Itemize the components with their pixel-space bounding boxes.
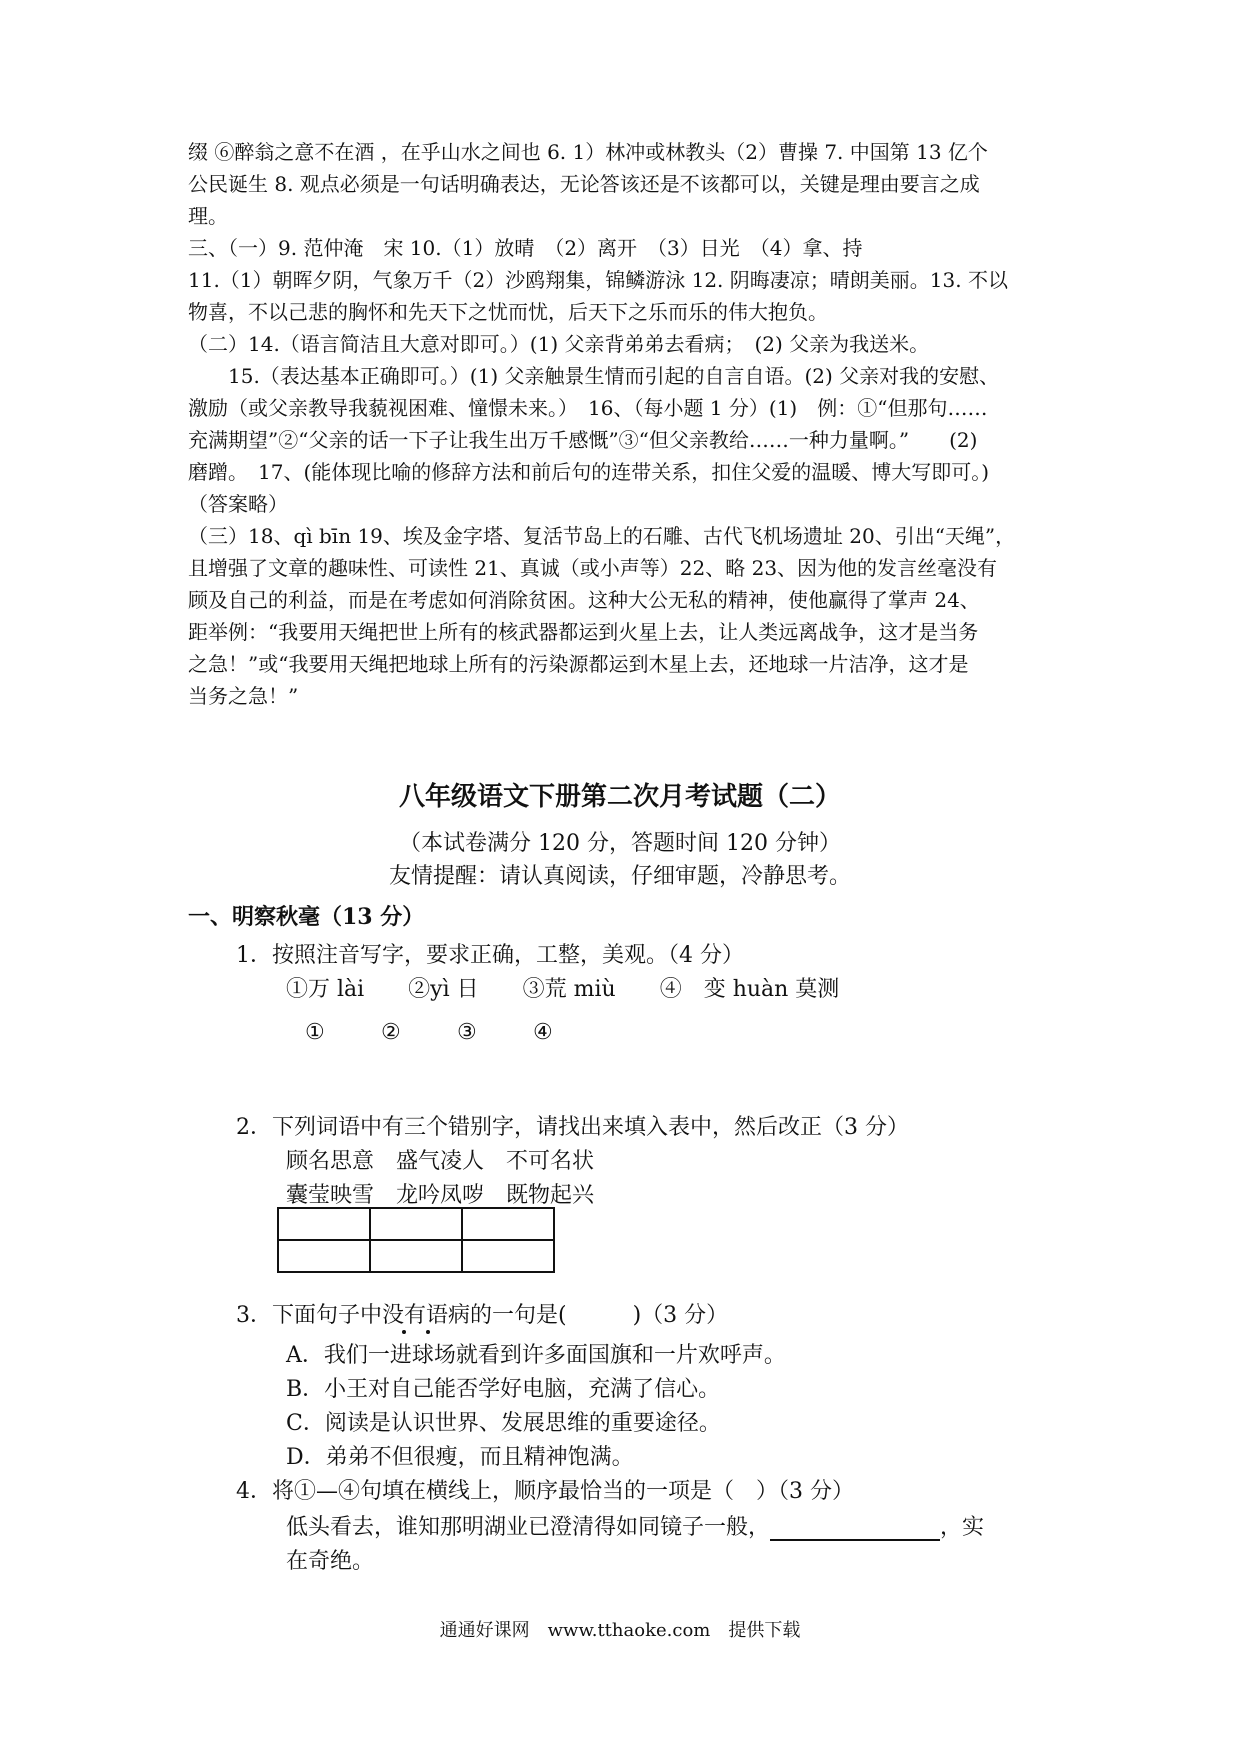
question-4-text-a: 低头看去，谁知那明湖业已澄清得如同镜子一般， xyxy=(286,1515,771,1540)
question-1-stem: 1．按照注音写字，要求正确，工整，美观。（4 分） xyxy=(236,943,744,968)
answer-line: 磨蹭。 17、(能体现比喻的修辞方法和前后句的连带关系，扣住父爱的温暖、博大写即可。) xyxy=(188,460,990,484)
emphasis-dot xyxy=(402,1330,406,1334)
answer-line: 激励（或父亲教导我藐视困难、憧憬未来。） 16、（每小题 1 分）(1) 例：①“但那句…… xyxy=(188,396,988,420)
question-4-stem: 4．将①—④句填在横线上，顺序最恰当的一项是（ ）（3 分） xyxy=(236,1479,854,1504)
answer-line: 公民诞生 8. 观点必须是一句话明确表达，无论答该还是不该都可以，关键是理由要言之成 xyxy=(188,172,980,196)
answer-line: 三、（一）9. 范仲淹 宋 10.（1）放晴 （2）离开 （3）日光 （4）拿、持 xyxy=(188,236,863,260)
answer-line: 15.（表达基本正确即可。）(1) 父亲触景生情而引起的自言自语。(2) 父亲对我的安慰、 xyxy=(188,364,1000,388)
answer-line: （答案略） xyxy=(188,492,288,516)
question-2-words: 顾名思意 盛气凌人 不可名状 xyxy=(286,1149,595,1174)
answer-line: 距举例：“我要用天绳把世上所有的核武器都运到火星上去，让人类远离战争，这才是当务 xyxy=(188,620,979,644)
question-3-option: C．阅读是认识世界、发展思维的重要途径。 xyxy=(286,1411,721,1436)
table-cell[interactable] xyxy=(278,1208,370,1240)
question-2-stem: 2．下列词语中有三个错别字，请找出来填入表中，然后改正（3 分） xyxy=(236,1115,909,1140)
question-3-stem: 3．下面句子中没有语病的一句是( )（3 分） xyxy=(236,1303,729,1328)
emphasis-dot xyxy=(426,1330,430,1334)
question-4-text xyxy=(286,1510,984,1541)
question-3-option: D．弟弟不但很瘦，而且精神饱满。 xyxy=(286,1445,634,1470)
blank-label[interactable]: ② xyxy=(381,1020,401,1045)
question-2-words: 囊莹映雪 龙吟凤哕 既物起兴 xyxy=(286,1183,595,1208)
section-heading: 一、明察秋毫（13 分） xyxy=(188,904,425,930)
exam-reminder: 友情提醒：请认真阅读，仔细审题，冷静思考。 xyxy=(388,864,851,889)
table-cell[interactable] xyxy=(370,1240,462,1272)
question-3-option: B．小王对自己能否学好电脑，充满了信心。 xyxy=(286,1377,721,1402)
question-4-text-b: ，实 xyxy=(940,1515,985,1540)
answer-line: （三）18、qì bīn 19、埃及金字塔、复活节岛上的石雕、古代飞机场遗址 20、引出“天绳”， xyxy=(188,524,1016,548)
answer-table xyxy=(277,1207,555,1273)
table-cell[interactable] xyxy=(278,1240,370,1272)
answer-blank[interactable] xyxy=(770,1515,940,1541)
answer-line: 且增强了文章的趣味性、可读性 21、真诚（或小声等）22、略 23、因为他的发言丝毫没有 xyxy=(188,556,998,580)
blank-label[interactable]: ④ xyxy=(533,1020,553,1045)
exam-title: 八年级语文下册第二次月考试题（二） xyxy=(398,782,841,812)
answer-line: 充满期望”②“父亲的话一下子让我生出万千感慨”③“但父亲教给……一种力量啊。” (2) xyxy=(188,428,978,452)
question-4-text-c: 在奇绝。 xyxy=(286,1549,375,1574)
answer-line: 物喜，不以己悲的胸怀和先天下之忧而忧，后天下之乐而乐的伟大抱负。 xyxy=(188,300,828,324)
question-1-items: ①万 lài ②yì 日 ③荒 miù ④ 变 huàn 莫测 xyxy=(286,977,840,1002)
exam-subtitle: （本试卷满分 120 分，答题时间 120 分钟） xyxy=(399,831,841,856)
table-cell[interactable] xyxy=(370,1208,462,1240)
answer-line: 理。 xyxy=(188,204,228,228)
answer-line: 之急！”或“我要用天绳把地球上所有的污染源都运到木星上去，还地球一片洁净，这才是 xyxy=(188,652,969,676)
answer-line: 11.（1）朝晖夕阴，气象万千（2）沙鸥翔集，锦鳞游泳 12. 阴晦凄凉；晴朗美丽。13. 不以 xyxy=(188,268,1008,292)
blank-label[interactable]: ① xyxy=(305,1020,325,1045)
page-footer: 通通好课网 www.tthaoke.com 提供下载 xyxy=(439,1620,801,1641)
answer-line: 当务之急！” xyxy=(188,684,299,708)
answer-line: 缀 ⑥醉翁之意不在酒 ，在乎山水之间也 6. 1）林冲或林教头（2）曹操 7. 中国第 13 亿个 xyxy=(188,140,988,164)
table-cell[interactable] xyxy=(462,1240,554,1272)
table-cell[interactable] xyxy=(462,1208,554,1240)
answer-line: （二）14.（语言简洁且大意对即可。）(1) 父亲背弟弟去看病； (2) 父亲为我送米。 xyxy=(188,332,930,356)
question-1-blanks xyxy=(305,1020,609,1045)
question-3-option: A．我们一进球场就看到许多面国旗和一片欢呼声。 xyxy=(286,1343,786,1368)
blank-label[interactable]: ③ xyxy=(457,1020,477,1045)
answer-line: 顾及自己的利益，而是在考虑如何消除贫困。这种大公无私的精神，使他赢得了掌声 24、 xyxy=(188,588,980,612)
